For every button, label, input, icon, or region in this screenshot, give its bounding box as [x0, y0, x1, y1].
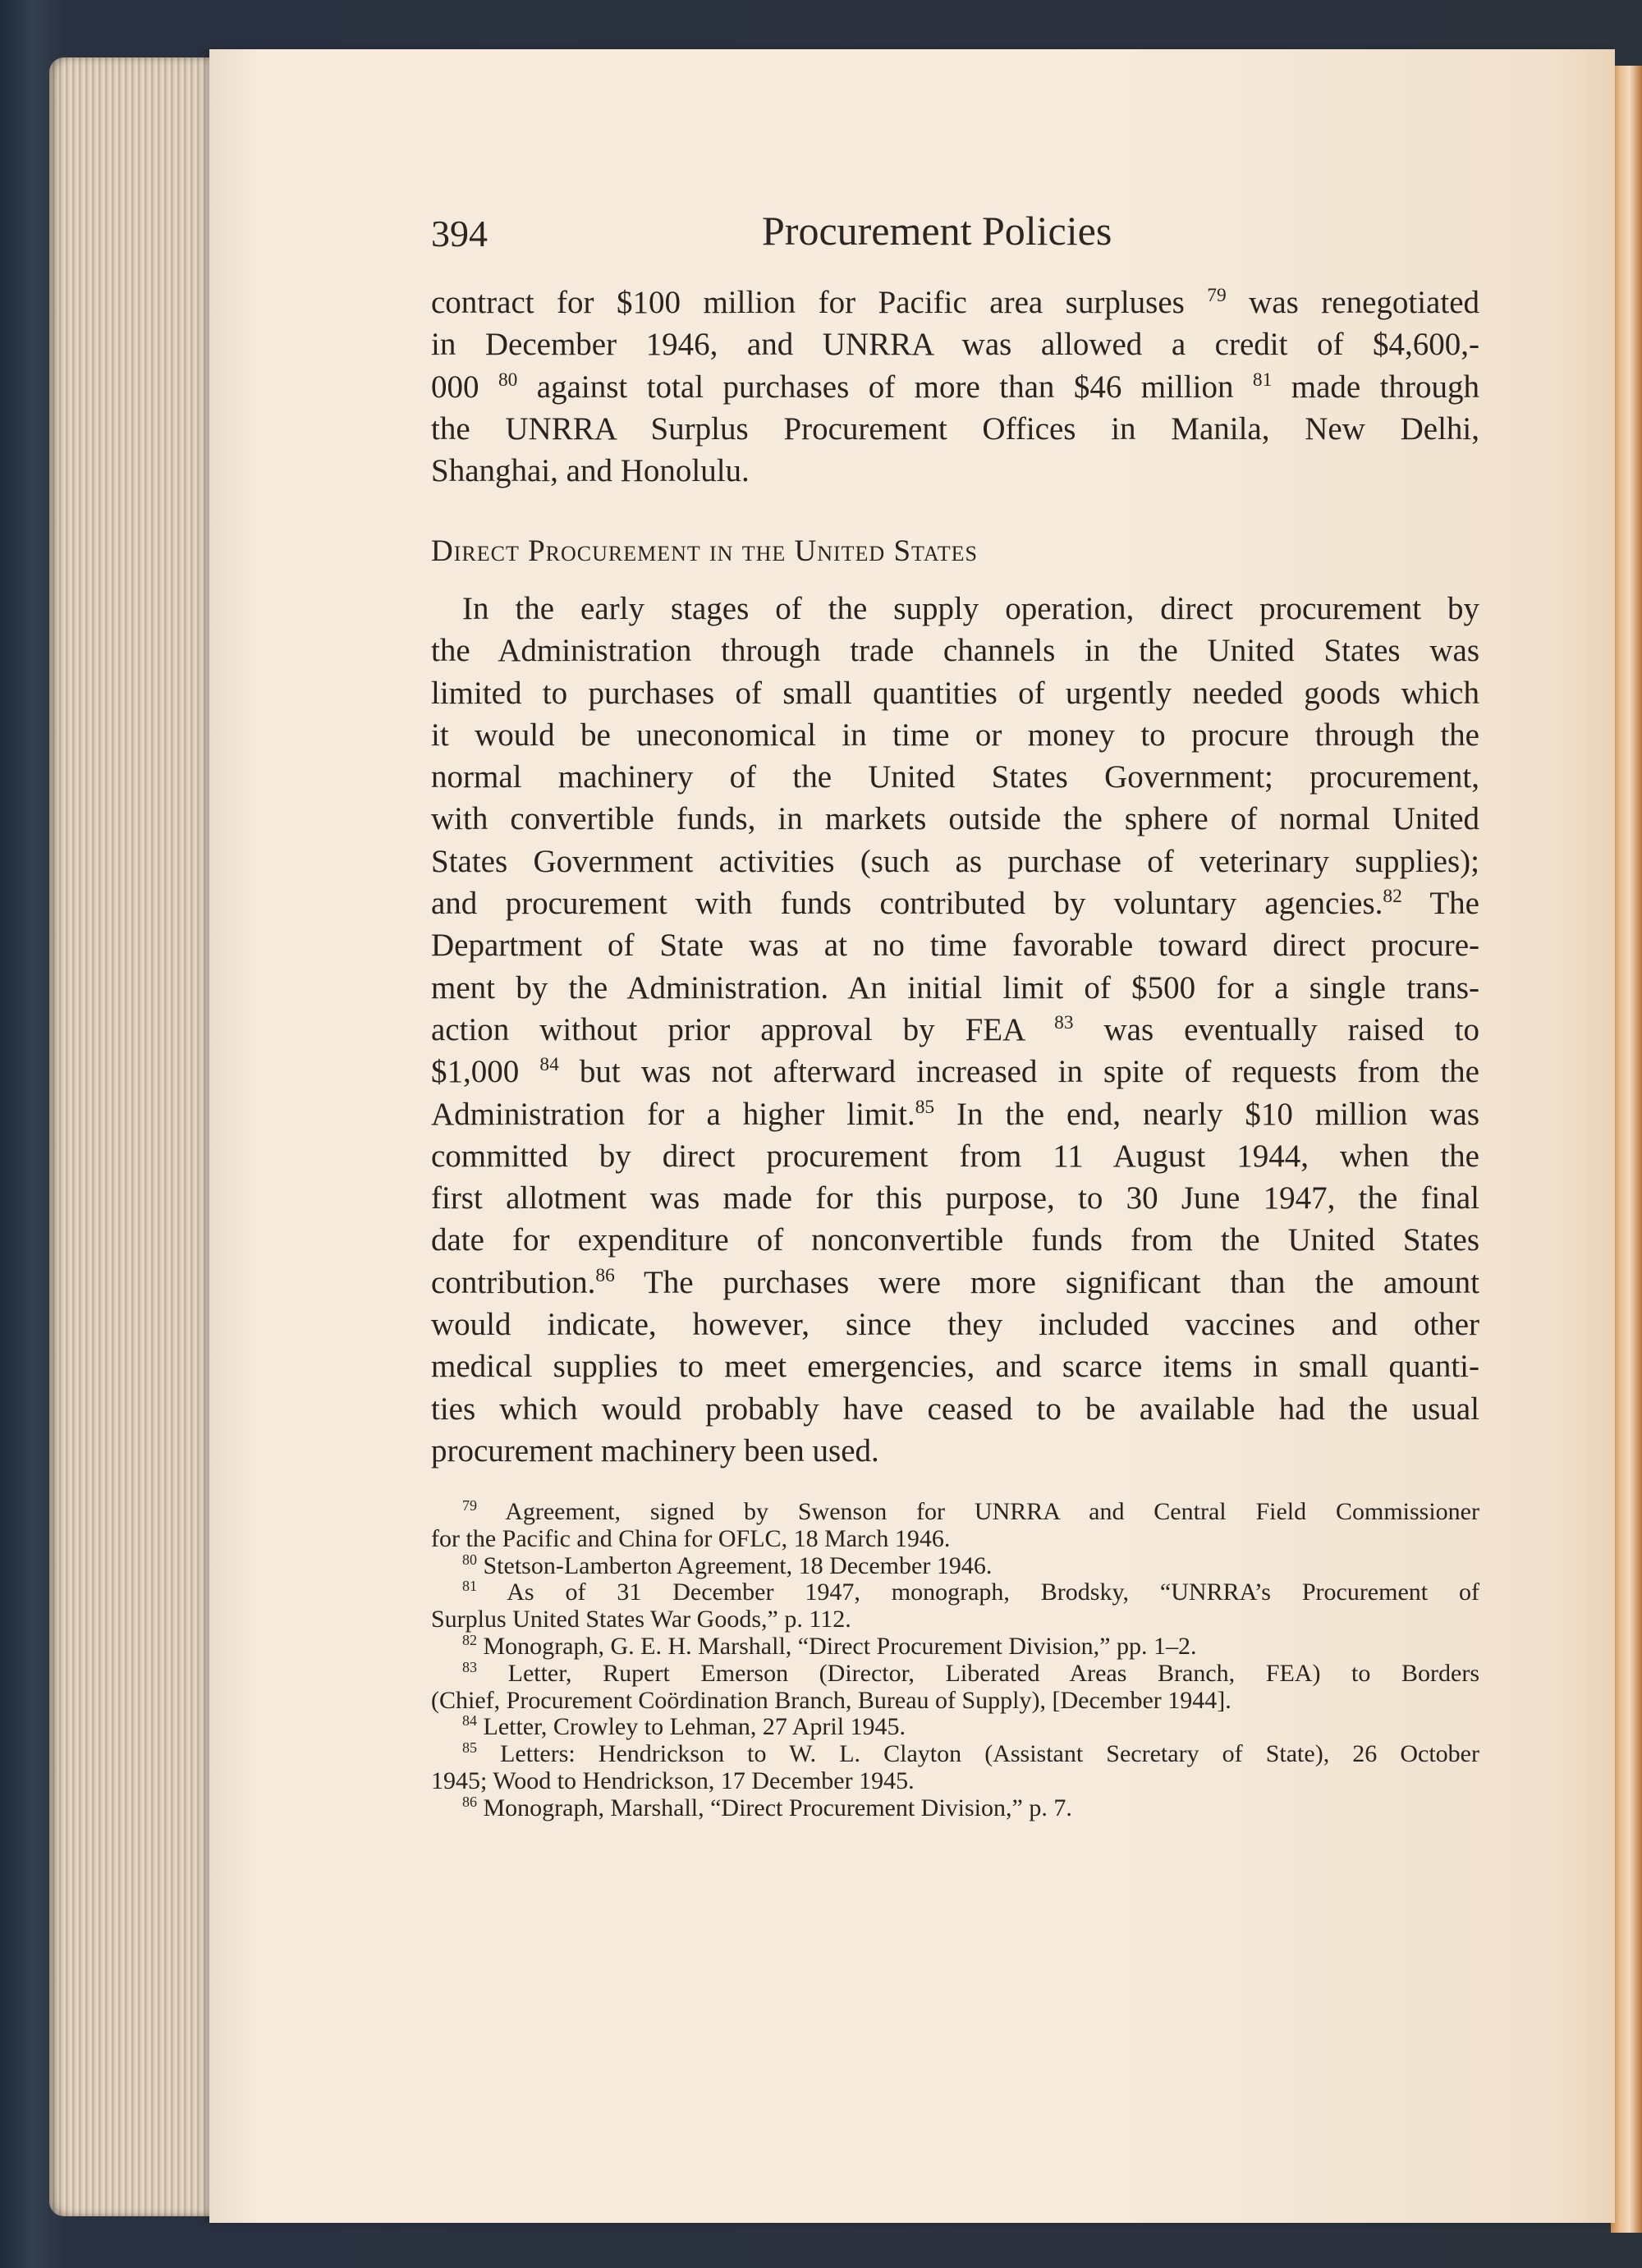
text-line: with convertible funds, in markets outside the sphere of normal United	[431, 801, 1479, 837]
text-line: would indicate, however, since they included vaccines and other	[431, 1307, 1479, 1343]
footnote-reference: 84	[539, 1054, 559, 1076]
footnote-reference: 85	[915, 1096, 935, 1118]
text-line: contribution.$^{86}$ The purchases were more significant than the amount	[431, 1264, 1479, 1300]
text-line: first allotment was made for this purpose, to 30 June 1947, the final	[431, 1180, 1479, 1216]
text-line: and procurement with funds contributed by voluntary agencies.$^{82}$ The	[431, 886, 1479, 922]
text-line: In the early stages of the supply operation, direct procurement by	[462, 591, 1479, 626]
text-line: ties which would probably have ceased to be available had the usual	[431, 1391, 1479, 1427]
footnote-line: for the Pacific and China for OFLC, 18 March 1946.	[431, 1524, 951, 1552]
footnote-line: $^{82}$ Monograph, G. E. H. Marshall, “Direct Procurement Division,” pp. 1–2.	[462, 1632, 1197, 1660]
footnote-reference: 85	[462, 1739, 477, 1757]
text-line: $1,000 $^{84}$ but was not afterward increased in spite of requests from the	[431, 1054, 1479, 1090]
page-stack-edge	[49, 57, 222, 2216]
footnote-line: $^{79}$ Agreement, signed by Swenson for UNRRA and Central Field Commissioner	[462, 1497, 1479, 1525]
section-heading: Direct Procurement in the United States	[431, 534, 978, 568]
footnote-reference: 79	[1207, 284, 1227, 306]
text-line: Administration for a higher limit.$^{85}$ In the end, nearly $10 million was	[431, 1096, 1479, 1132]
footnote-line: $^{81}$ As of 31 December 1947, monograph, Brodsky, “UNRRA’s Procurement of	[462, 1578, 1479, 1606]
paragraph-direct-procurement	[431, 588, 1479, 1472]
footnote-line: 1945; Wood to Hendrickson, 17 December 1945.	[431, 1766, 915, 1794]
page-number: 394	[431, 213, 488, 254]
text-line: Shanghai, and Honolulu.	[431, 453, 750, 489]
footnote-reference: 83	[1054, 1011, 1074, 1033]
text-line: contract for $100 million for Pacific area surpluses $^{79}$ was renegotiated	[431, 284, 1480, 320]
footnote-reference: 82	[462, 1632, 477, 1649]
text-line: Department of State was at no time favorable toward direct procure-	[431, 928, 1479, 964]
text-line: committed by direct procurement from 11 August 1944, when the	[431, 1138, 1479, 1174]
footnote	[431, 1741, 1479, 1795]
text-line: medical supplies to meet emergencies, and scarce items in small quanti-	[431, 1349, 1479, 1385]
footnote-reference: 83	[462, 1658, 477, 1675]
text-line: in December 1946, and UNRRA was allowed a credit of $4,600,-	[431, 327, 1479, 363]
footnote-line: (Chief, Procurement Coördination Branch, Bureau of Supply), [December 1944].	[431, 1686, 1232, 1714]
text-line: normal machinery of the United States Government; procurement,	[431, 759, 1479, 795]
footnotes	[431, 1499, 1479, 1822]
text-line: ment by the Administration. An initial limit of $500 for a single trans-	[431, 969, 1479, 1006]
facing-page-edge	[1611, 66, 1642, 2233]
footnote-reference: 79	[462, 1497, 477, 1514]
text-line: date for expenditure of nonconvertible funds from the United States	[431, 1222, 1479, 1258]
text-line: the Administration through trade channels in the United States was	[431, 633, 1479, 669]
footnote-reference: 81	[462, 1578, 477, 1595]
footnote	[431, 1658, 1479, 1715]
footnote-line: Surplus United States War Goods,” p. 112.	[431, 1606, 851, 1633]
footnote-line: $^{84}$ Letter, Crowley to Lehman, 27 April 1945.	[462, 1712, 906, 1741]
text-line: limited to purchases of small quantities of urgently needed goods which	[431, 675, 1479, 711]
text-line: action without prior approval by FEA $^{83}$ was eventually raised to	[431, 1011, 1480, 1047]
footnote-reference: 80	[498, 369, 518, 391]
text-line: the UNRRA Surplus Procurement Offices in Manila, New Delhi,	[431, 410, 1479, 447]
text-line: States Government activities (such as purchase of veterinary supplies);	[431, 843, 1479, 879]
footnote-line: $^{86}$ Monograph, Marshall, “Direct Procurement Division,” p. 7.	[462, 1793, 1072, 1821]
paragraph-continuation	[431, 282, 1479, 492]
footnote-reference: 81	[1252, 369, 1273, 391]
footnote	[431, 1579, 1479, 1633]
footnote-line: $^{80}$ Stetson-Lamberton Agreement, 18 December 1946.	[462, 1551, 993, 1579]
text-line: procurement machinery been used.	[431, 1432, 879, 1468]
footnote-line: $^{83}$ Letter, Rupert Emerson (Director, Liberated Areas Branch, FEA) to Borders	[462, 1658, 1479, 1687]
footnote	[431, 1795, 1479, 1822]
footnote	[431, 1714, 1479, 1741]
footnote-reference: 86	[462, 1793, 477, 1810]
text-line: 000 $^{80}$ against total purchases of more than $46 million $^{81}$ made through	[431, 369, 1479, 405]
text-line: it would be uneconomical in time or money to procure through the	[431, 717, 1479, 753]
footnote-reference: 80	[462, 1551, 477, 1568]
footnote	[431, 1499, 1479, 1553]
footnote	[431, 1553, 1479, 1580]
footnote-reference: 84	[462, 1712, 477, 1730]
running-title: Procurement Policies	[762, 208, 1112, 254]
footnote-reference: 86	[595, 1264, 615, 1286]
footnote-reference: 82	[1383, 886, 1402, 908]
footnote	[431, 1633, 1479, 1661]
footnote-line: $^{85}$ Letters: Hendrickson to W. L. Clayton (Assistant Secretary of State), 26 October	[462, 1739, 1479, 1768]
